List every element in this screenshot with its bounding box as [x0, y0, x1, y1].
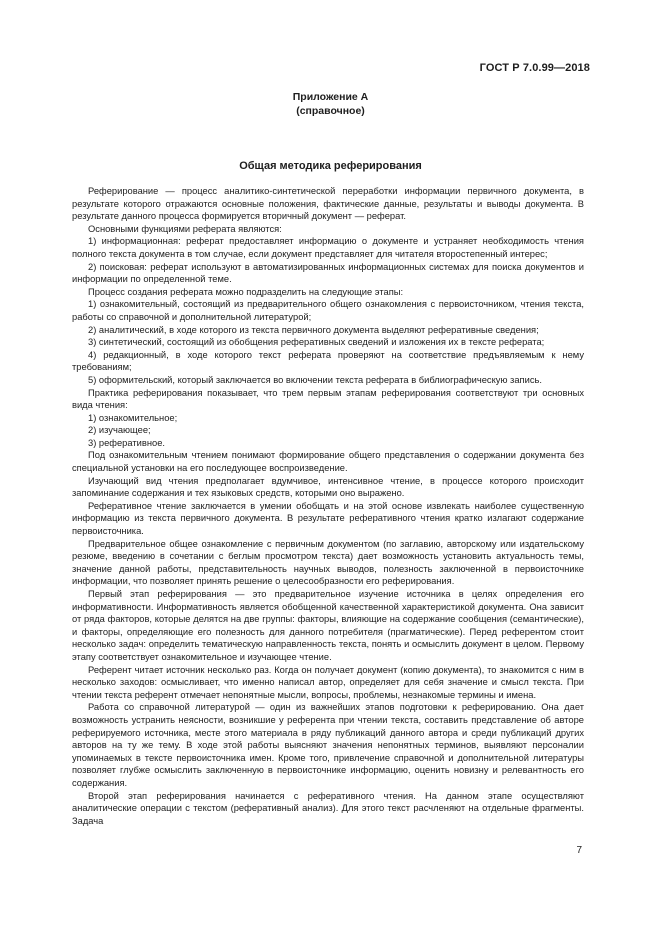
paragraph: Референт читает источник несколько раз. Когда он получает документ (копию документа), то знакомится с ним в несколько заходов: осмысливает, что именно написал автор, определяет для себя значение и смысл текста. При чтении текста референт отмечает непонятные мысли, вопросы, проблемы, незнакомые термины и имена.: [72, 664, 584, 700]
paragraph: 1) ознакомительный, состоящий из предварительного общего ознакомления с первоисточником, чтения текста, работы со справочной и дополнительной литературой;: [72, 299, 584, 322]
standard-designation: ГОСТ Р 7.0.99—2018: [479, 62, 590, 74]
paragraph: 5) оформительский, который заключается во включении текста реферата в библиографическую запись.: [88, 374, 542, 385]
appendix-subtitle: (справочное): [296, 105, 365, 117]
paragraph: 1) ознакомительное;: [88, 412, 178, 423]
paragraph: 2) поисковая: реферат используют в автоматизированных информационных системах для поиска документов и информации по определенной теме.: [72, 261, 584, 285]
page-number: 7: [576, 845, 582, 856]
paragraph: 4) редакционный, в ходе которого текст реферата проверяют на соответствие предъявляемым к нему требованиям;: [72, 349, 584, 373]
paragraph: Процесс создания реферата можно подразделить на следующие этапы:: [88, 286, 404, 297]
paragraph: 3) синтетический, состоящий из обобщения реферативных сведений и изложения их в тексте реферата;: [88, 337, 545, 348]
paragraph: Реферативное чтение заключается в умении обобщать и на этой основе извлекать наиболее существенную информацию из текста первичного документа. В результате реферативного чтения кратко излагают содержание первоисточника.: [72, 500, 584, 537]
paragraph: Под ознакомительным чтением понимают формирование общего представления о содержании документа без специальной установки на его последующее воспроизведение.: [72, 450, 584, 474]
paragraph: Реферирование — процесс аналитико-синтетической переработки информации первичного документа, в результате которого отражаются основные положения, фактические данные, результаты и выводы документа. В результате данного процесса формируется вторичный документ — реферат.: [72, 186, 584, 222]
paragraph: Основными функциями реферата являются:: [88, 223, 282, 234]
appendix-heading: [0, 90, 661, 118]
paragraph: 3) реферативное.: [88, 437, 165, 448]
paragraph: Работа со справочной литературой — один из важнейших этапов подготовки к реферированию. Она дает возможность устранить неясности, возникшие у референта при чтении текста, составить представление об авторе реферируемого источника, месте этого материала в ряду публикаций данного автора и среди публикаций других авторов на ту же тему. В ходе этой работы выясняют значения непонятных терминов, выявляют персоналии упоминаемых в тексте первоисточника имен. Кроме того, привлечение справочной и дополнительной литературы позволяет глубже осмыслить заключенную в первоисточнике информацию, оценить новизну и релевантность его содержания.: [72, 702, 584, 788]
body-text: [72, 185, 584, 827]
appendix-title: Приложение А: [292, 91, 369, 103]
section-title: Общая методика реферирования: [239, 160, 422, 172]
paragraph: Предварительное общее ознакомление с первичным документом (по заглавию, авторскому или издательскому резюме, введению в сочетании с беглым просмотром текста) дает возможность установить актуальность темы, значение данной работы, представительность научных выводов, полезность заключенной в первоисточнике информации, что позволяет принять решение о целесообразности его реферирования.: [72, 538, 584, 587]
paragraph: 2) изучающее;: [88, 425, 151, 436]
paragraph: Практика реферирования показывает, что трем первым этапам реферирования соответствуют три основных вида чтения:: [72, 387, 584, 411]
paragraph: Изучающий вид чтения предполагает вдумчивое, интенсивное чтение, в процессе которого происходит запоминание содержания и тех языковых средств, которыми оно выражено.: [72, 475, 584, 499]
paragraph: Первый этап реферирования — это предварительное изучение источника в целях определения его информативности. Информативность является обобщенной качественной характеристикой документа. Она зависит от ряда факторов, которые делятся на две группы: факторы, влияющие на содержание сообщения (семантические), и факторы, определяющие его полезность для данного потребителя (прагматические). Перед референтом стоит несколько задач: определить тематическую направленность текста, понять и осмыслить документ в целом. Первому этапу соответствует ознакомительное и изучающее чтение.: [72, 589, 584, 662]
paragraph: Второй этап реферирования начинается с реферативного чтения. На данном этапе осуществляют аналитические операции с текстом (реферативный анализ). Для этого текст расчленяют на отдельные фрагменты. Задача: [72, 790, 584, 826]
paragraph: 1) информационная: реферат предоставляет информацию о документе и устраняет необходимость чтения полного текста документа в том случае, если документ представляет для читателя второстепенный интерес;: [72, 236, 584, 259]
paragraph: 2) аналитический, в ходе которого из текста первичного документа выделяют реферативные сведения;: [88, 324, 539, 335]
